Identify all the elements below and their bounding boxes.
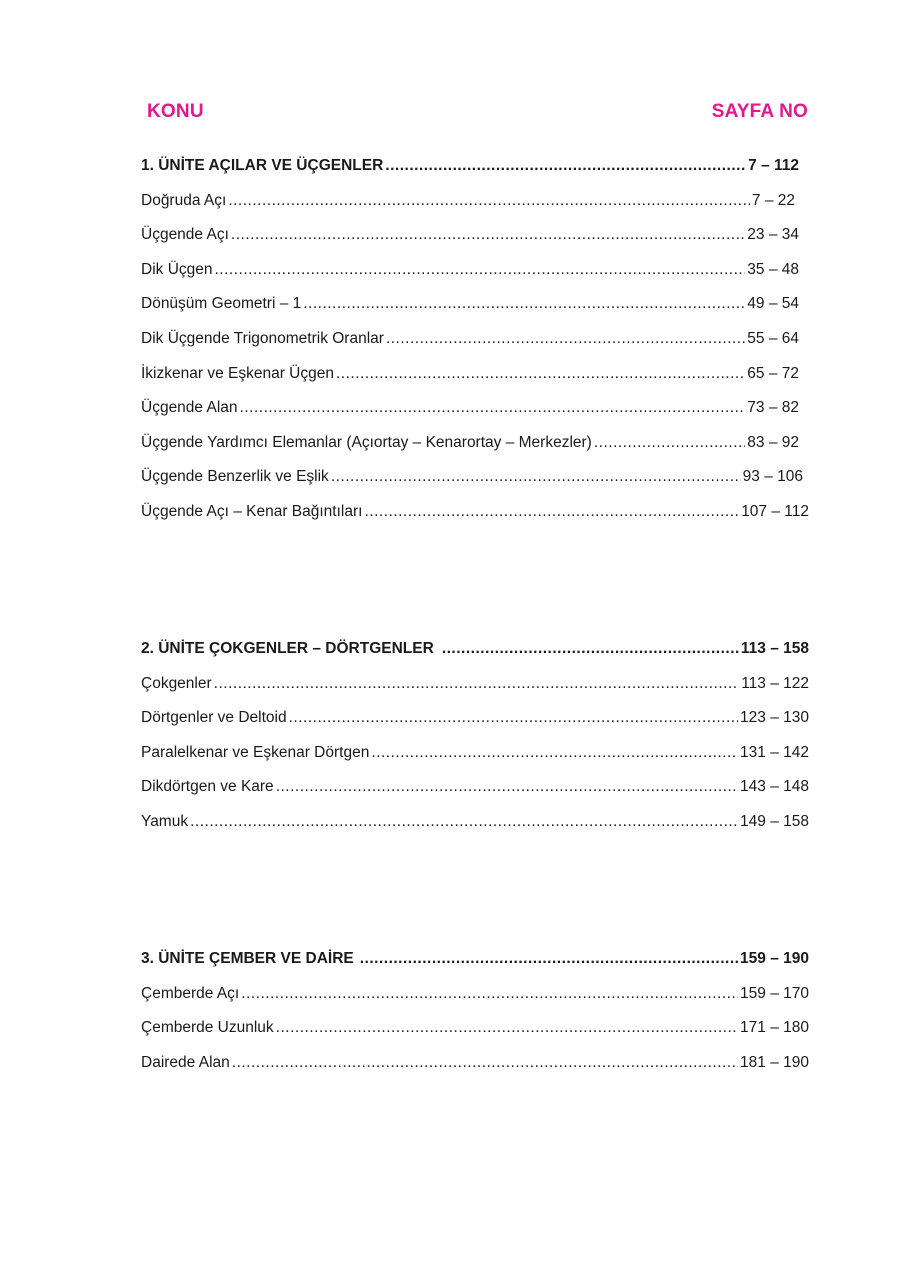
- toc-entry[interactable]: Üçgende Açı – Kenar Bağıntıları ..... 107 – 112: [141, 503, 809, 538]
- unit-title: 3. ÜNİTE ÇEMBER VE DAİRE: [141, 950, 354, 967]
- column-header-page-no: SAYFA NO: [711, 101, 808, 122]
- unit-2-section: [141, 640, 809, 848]
- toc-entry[interactable]: Üçgende Açı ..... 23 – 34: [141, 226, 809, 261]
- unit-pages: 7 – 112: [748, 157, 799, 174]
- toc-entry[interactable]: Üçgende Benzerlik ve Eşlik ..... 93 – 106: [141, 468, 809, 503]
- unit-title: 1. ÜNİTE AÇILAR VE ÜÇGENLER: [141, 157, 384, 174]
- unit-title: 2. ÜNİTE ÇOKGENLER – DÖRTGENLER: [141, 640, 434, 657]
- unit-pages: 113 – 158: [740, 640, 809, 657]
- toc-entry[interactable]: Dörtgenler ve Deltoid ..... 123 – 130: [141, 709, 809, 744]
- toc-entry[interactable]: Paralelkenar ve Eşkenar Dörtgen ..... 131 – 142: [141, 744, 809, 779]
- toc-entry[interactable]: Dikdörtgen ve Kare ..... 143 – 148: [141, 778, 809, 813]
- unit-heading[interactable]: [141, 640, 809, 675]
- toc-entry[interactable]: İkizkenar ve Eşkenar Üçgen ..... 65 – 72: [141, 365, 809, 400]
- unit-3-section: [141, 950, 809, 1088]
- toc-entry[interactable]: Yamuk ..... 149 – 158: [141, 813, 809, 848]
- toc-entry[interactable]: Dik Üçgende Trigonometrik Oranlar ..... 55 – 64: [141, 330, 809, 365]
- toc-entry[interactable]: Çemberde Uzunluk ..... 171 – 180: [141, 1019, 809, 1054]
- toc-entry[interactable]: Dairede Alan ..... 181 – 190: [141, 1054, 809, 1089]
- unit-heading[interactable]: [141, 950, 809, 985]
- unit-1-section: [141, 157, 809, 538]
- unit-heading[interactable]: [141, 157, 809, 192]
- toc-entry[interactable]: Dik Üçgen ..... 35 – 48: [141, 261, 809, 296]
- toc-entry[interactable]: Doğruda Açı ..... 7 – 22: [141, 192, 809, 227]
- unit-pages: 159 – 190: [740, 950, 809, 967]
- toc-entry[interactable]: Çemberde Açı ..... 159 – 170: [141, 985, 809, 1020]
- toc-entry[interactable]: Üçgende Alan ..... 73 – 82: [141, 399, 809, 434]
- toc-entry[interactable]: Çokgenler ..... 113 – 122: [141, 675, 809, 710]
- column-header-topic: KONU: [147, 101, 204, 122]
- toc-entry[interactable]: Dönüşüm Geometri – 1 ..... 49 – 54: [141, 295, 809, 330]
- toc-entry[interactable]: Üçgende Yardımcı Elemanlar (Açıortay – Kenarortay – Merkezler) ..... 83 – 92: [141, 434, 809, 469]
